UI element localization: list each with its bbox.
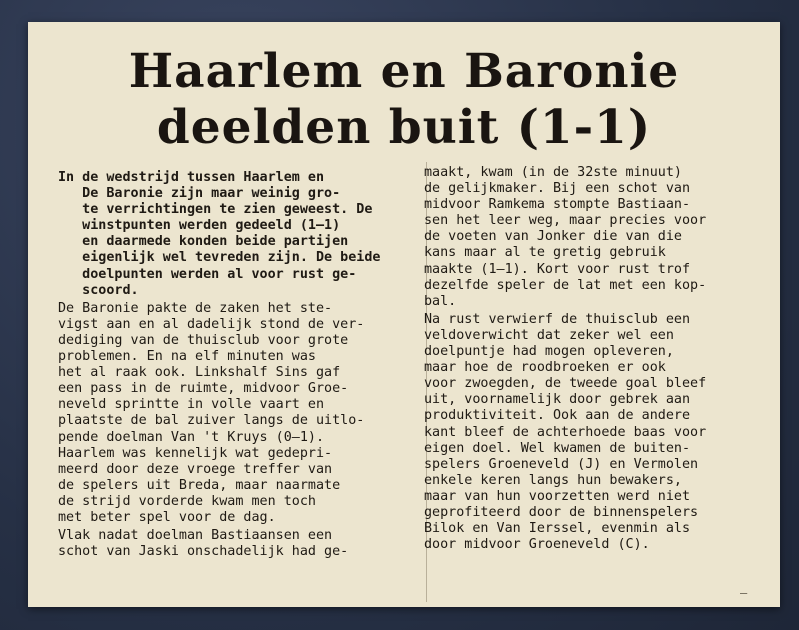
article-line: maar van hun voorzetten werd niet xyxy=(424,488,691,504)
article-line: plaatste de bal zuiver langs de uitlo- xyxy=(58,413,365,429)
article-line: Vlak nadat doelman Bastiaansen een xyxy=(58,528,333,544)
article-line: voor zwoegden, de tweede goal bleef xyxy=(424,376,707,392)
article-line: te verrichtingen te zien geweest. De xyxy=(58,202,373,218)
article-line: eigenlijk wel tevreden zijn. De beide xyxy=(58,250,381,266)
article-line: maakt, kwam (in de 32ste minuut) xyxy=(424,165,682,180)
article-line: dezelfde speler de lat met een kop- xyxy=(424,277,707,293)
article-line: scoord. xyxy=(58,282,139,298)
headline-line-1: Haarlem en Baronie xyxy=(128,44,680,99)
article-line: doelpuntje had mogen opleveren, xyxy=(424,344,674,360)
article-line: problemen. En na elf minuten was xyxy=(58,349,316,365)
article-line: meerd door deze vroege treffer van xyxy=(58,461,333,477)
article-line: produktiviteit. Ook aan de andere xyxy=(424,408,691,424)
article-paragraph xyxy=(58,301,432,526)
article-line: De Baronie zijn maar weinig gro- xyxy=(58,186,341,202)
article-paragraph xyxy=(424,165,774,310)
headline-line-2: deelden buit (1-1) xyxy=(156,100,652,155)
article-line: en daarmede konden beide partijen xyxy=(58,234,349,250)
article-line: De Baronie pakte de zaken het ste- xyxy=(58,300,333,316)
article-line: pende doelman Van 't Kruys (0—1). xyxy=(58,429,325,445)
article-line: kant bleef de achterhoede baas voor xyxy=(424,424,707,440)
article-line: dediging van de thuisclub voor grote xyxy=(58,332,349,348)
article-line: geprofiteerd door de binnenspelers xyxy=(424,504,699,520)
article-line: het al raak ook. Linkshalf Sins gaf xyxy=(58,365,341,381)
newspaper-clipping xyxy=(28,22,780,607)
article-line: maar hoe de roodbroeken er ook xyxy=(424,360,666,376)
article-line: door midvoor Groeneveld (C). xyxy=(424,537,650,553)
article-line: neveld sprintte in volle vaart en xyxy=(58,397,325,413)
article-line: enkele keren langs hun bewakers, xyxy=(424,472,682,488)
article-line: met beter spel voor de dag. xyxy=(58,509,276,525)
article-line: Bilok en Van Ierssel, evenmin als xyxy=(424,521,691,537)
article-line: vigst aan en al dadelijk stond de ver- xyxy=(58,316,365,332)
article-line: kans maar al te gretig gebruik xyxy=(424,245,666,261)
article-column-right xyxy=(424,165,774,555)
print-mark: — xyxy=(740,586,748,600)
article-line: een pass in de ruimte, midvoor Groe- xyxy=(58,381,349,397)
article-line: de voeten van Jonker die van die xyxy=(424,229,682,245)
article-line: spelers Groeneveld (J) en Vermolen xyxy=(424,456,699,472)
headline xyxy=(28,44,780,156)
article-line: de strijd vorderde kwam men toch xyxy=(58,493,316,509)
article-paragraph xyxy=(58,170,432,299)
article-line: uit, voornamelijk door gebrek aan xyxy=(424,392,691,408)
article-line: bal. xyxy=(424,293,457,309)
article-line: sen het leer weg, maar precies voor xyxy=(424,213,707,229)
article-line: Haarlem was kennelijk wat gedepri- xyxy=(58,445,333,461)
article-line: veldoverwicht dat zeker wel een xyxy=(424,327,674,343)
article-line: In de wedstrijd tussen Haarlem en xyxy=(58,170,325,185)
article-paragraph xyxy=(58,528,432,560)
article-line: winstpunten werden gedeeld (1—1) xyxy=(58,218,341,234)
article-line: doelpunten werden al voor rust ge- xyxy=(58,266,357,282)
article-line: schot van Jaski onschadelijk had ge- xyxy=(58,544,349,560)
article-line: eigen doel. Wel kwamen de buiten- xyxy=(424,440,691,456)
article-line: de spelers uit Breda, maar naarmate xyxy=(58,477,341,493)
article-line: maakte (1—1). Kort voor rust trof xyxy=(424,261,691,277)
article-line: midvoor Ramkema stompte Bastiaan- xyxy=(424,197,691,213)
article-line: Na rust verwierf de thuisclub een xyxy=(424,311,691,327)
article-column-left xyxy=(58,170,432,562)
article-line: de gelijkmaker. Bij een schot van xyxy=(424,181,691,197)
article-paragraph xyxy=(424,312,774,553)
